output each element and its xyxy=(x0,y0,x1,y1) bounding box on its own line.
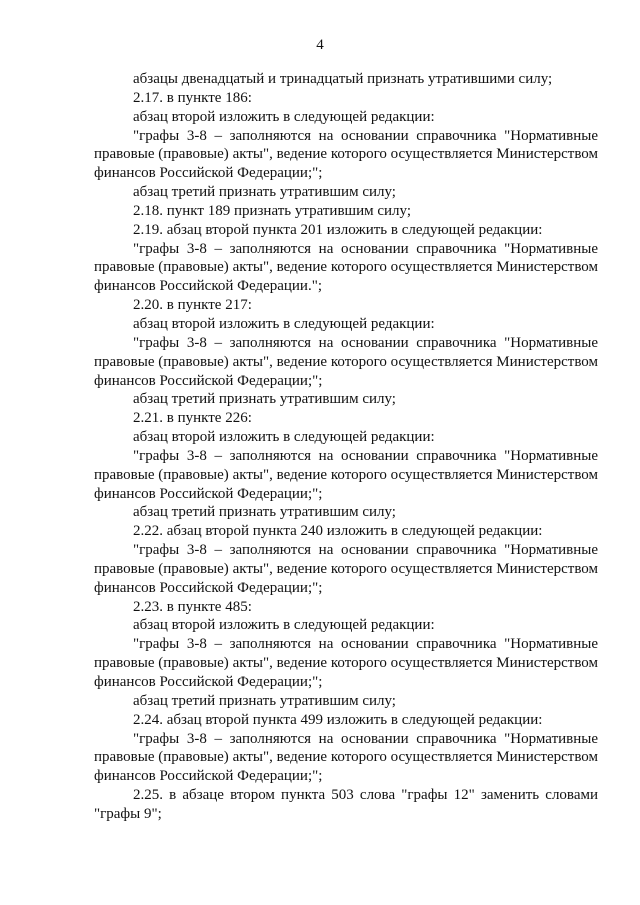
paragraph: "графы 3-8 – заполняются на основании справочника "Нормативные правовые (правовые) акты", ведение которого осуществляется Министерством финансов Российской Федерации."; xyxy=(94,240,598,295)
document-body xyxy=(94,70,598,824)
paragraph: "графы 3-8 – заполняются на основании справочника "Нормативные правовые (правовые) акты", ведение которого осуществляется Министерством финансов Российской Федерации;"; xyxy=(94,636,598,690)
paragraph: "графы 3-8 – заполняются на основании справочника "Нормативные правовые (правовые) акты", ведение которого осуществляется Министерством финансов Российской Федерации;"; xyxy=(94,542,598,596)
paragraph: абзац второй изложить в следующей редакции: xyxy=(133,108,435,125)
paragraph: абзац третий признать утратившим силу; xyxy=(133,184,396,201)
paragraph: абзацы двенадцатый и тринадцатый признать утратившими силу; xyxy=(133,71,553,87)
paragraph: 2.18. пункт 189 признать утратившим силу; xyxy=(133,202,412,219)
paragraph: "графы 3-8 – заполняются на основании справочника "Нормативные правовые (правовые) акты", ведение которого осуществляется Министерством финансов Российской Федерации;"; xyxy=(94,334,598,389)
paragraph: абзац второй изложить в следующей редакции: xyxy=(133,429,435,446)
paragraph: 2.19. абзац второй пункта 201 изложить в следующей редакции: xyxy=(133,221,543,238)
page-number: 4 xyxy=(316,37,324,53)
paragraph: абзац второй изложить в следующей редакции: xyxy=(133,315,435,332)
paragraph: 2.21. в пункте 226: xyxy=(133,410,252,427)
paragraph: 2.17. в пункте 186: xyxy=(133,89,252,106)
paragraph: 2.23. в пункте 485: xyxy=(133,598,252,615)
paragraph: "графы 3-8 – заполняются на основании справочника "Нормативные правовые (правовые) акты", ведение которого осуществляется Министерством финансов Российской Федерации;"; xyxy=(94,730,598,785)
paragraph: 2.22. абзац второй пункта 240 изложить в следующей редакции: xyxy=(133,523,543,540)
paragraph: "графы 3-8 – заполняются на основании справочника "Нормативные правовые (правовые) акты", ведение которого осуществляется Министерством финансов Российской Федерации;"; xyxy=(94,127,598,182)
paragraph: абзац второй изложить в следующей редакции: xyxy=(133,617,435,634)
paragraph: 2.20. в пункте 217: xyxy=(133,297,252,314)
paragraph: "графы 3-8 – заполняются на основании справочника "Нормативные правовые (правовые) акты", ведение которого осуществляется Министерством финансов Российской Федерации;"; xyxy=(94,447,598,502)
paragraph: абзац третий признать утратившим силу; xyxy=(133,504,396,521)
paragraph: абзац третий признать утратившим силу; xyxy=(133,391,396,408)
paragraph: 2.25. в абзаце втором пункта 503 слова "графы 12" заменить словами "графы 9"; xyxy=(94,787,598,822)
paragraph: абзац третий признать утратившим силу; xyxy=(133,692,396,709)
paragraph: 2.24. абзац второй пункта 499 изложить в следующей редакции: xyxy=(133,711,543,728)
